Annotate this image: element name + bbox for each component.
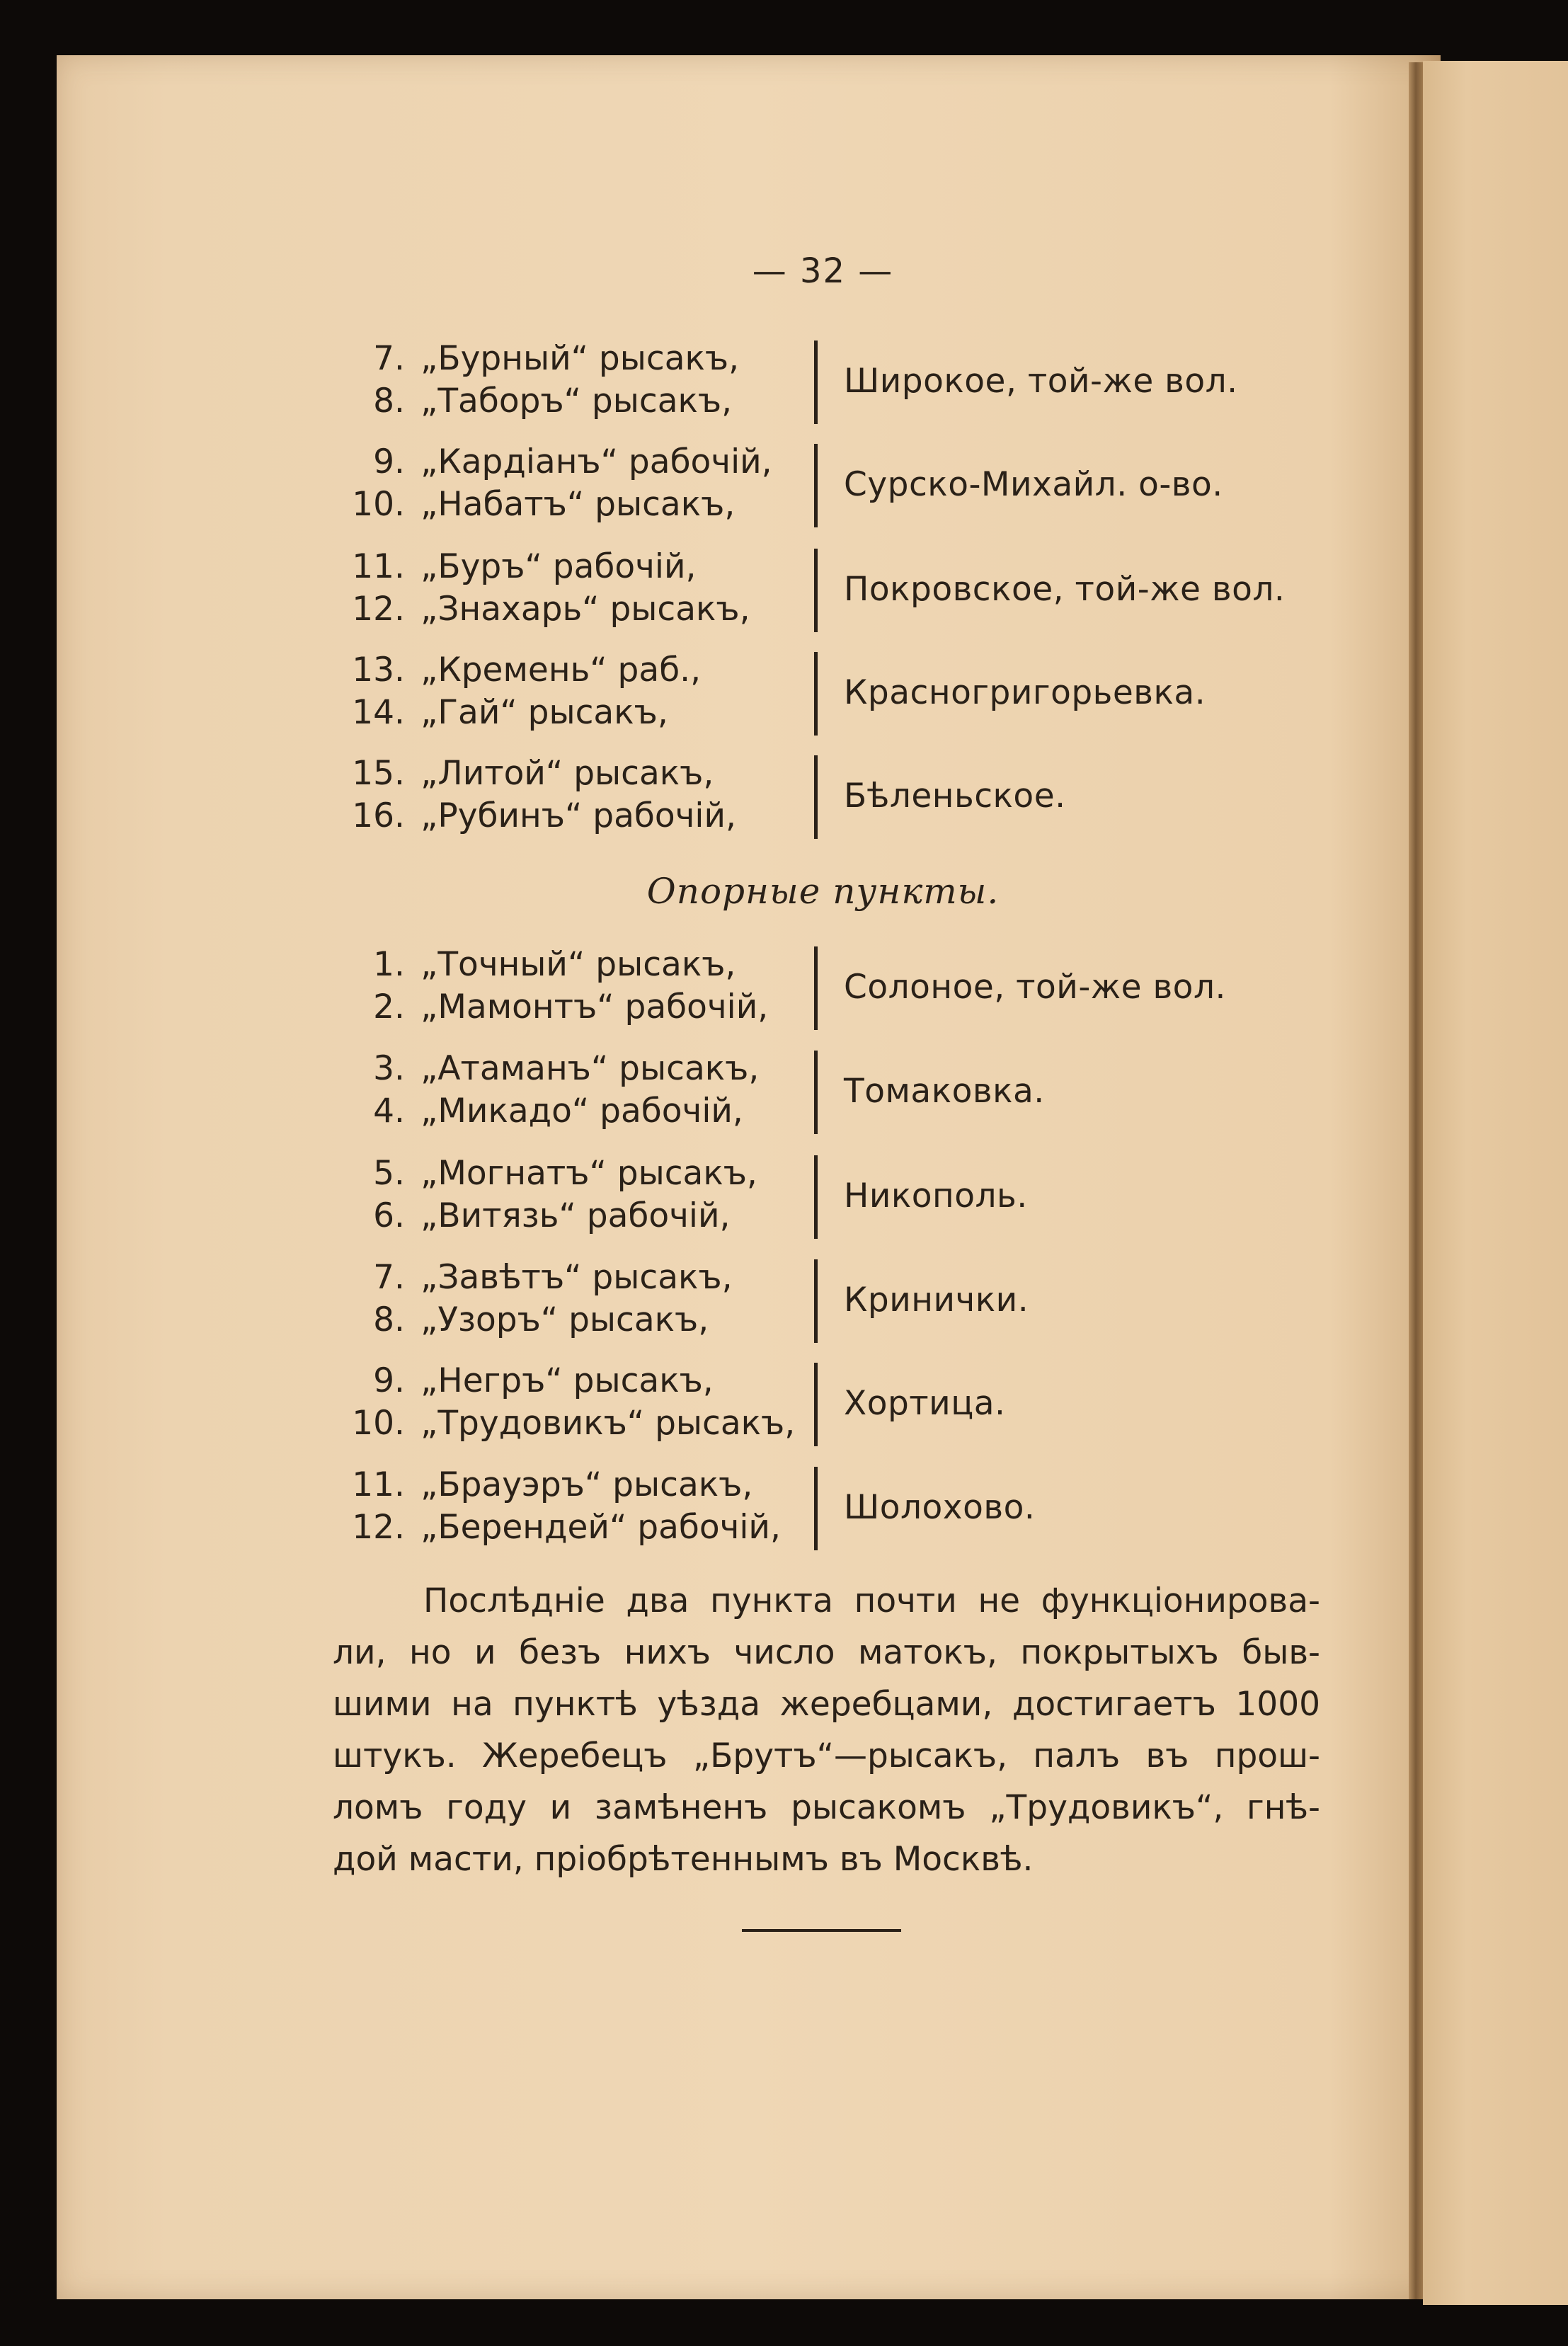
stallion-entry (340, 546, 750, 588)
station-location: Хортица. (844, 1384, 1006, 1423)
brace-divider (814, 549, 818, 632)
stallion-name: „Гай“ рысакъ, (420, 693, 668, 732)
stallion-entry (340, 1048, 759, 1090)
entry-number: 13. (352, 651, 405, 690)
stallion-entry (340, 380, 739, 423)
station-location: Шолохово. (844, 1488, 1036, 1527)
closing-rule (742, 1929, 901, 1932)
paragraph-line: дой масти, пріобрѣтеннымъ въ Москвѣ. (333, 1840, 1034, 1879)
station-location: Бѣленьское. (844, 777, 1066, 816)
stallion-name: „Набатъ“ рысакъ, (420, 485, 736, 524)
body-paragraph (333, 1575, 1320, 1885)
stallion-entry (340, 649, 701, 692)
page-number: — 32 — (752, 251, 894, 291)
stallion-entry (340, 986, 768, 1029)
entry-number: 6. (373, 1196, 405, 1235)
stallion-group (340, 1360, 1387, 1445)
station-location: Солоное, той-же вол. (844, 968, 1226, 1007)
entry-number: 10. (352, 485, 405, 524)
entry-number: 1. (373, 945, 405, 984)
stallion-name: „Негръ“ рысакъ, (420, 1361, 714, 1400)
stallion-entry (340, 338, 739, 380)
brace-divider (814, 652, 818, 736)
stallion-entry (340, 1402, 795, 1445)
brace-divider (814, 1051, 818, 1134)
stallion-group (340, 1464, 1387, 1549)
entry-number: 4. (373, 1092, 405, 1131)
paragraph-line: ли, но и безъ нихъ число матокъ, покрытыхъ быв- (333, 1633, 1320, 1672)
brace-divider (814, 755, 818, 839)
entry-number: 9. (373, 1361, 405, 1400)
stallion-entry (340, 1257, 733, 1299)
stallion-entry (340, 692, 701, 734)
station-location: Широкое, той-же вол. (844, 362, 1238, 401)
stallion-group (340, 338, 1387, 423)
stallion-entry (340, 795, 736, 837)
stallion-name: „Кремень“ раб., (420, 651, 702, 690)
stallion-name: „Узоръ“ рысакъ, (420, 1300, 709, 1339)
stallion-name: „Литой“ рысакъ, (420, 754, 714, 793)
stallion-entry (340, 1090, 759, 1133)
entry-number: 8. (373, 382, 405, 420)
stallion-name: „Таборъ“ рысакъ, (420, 382, 733, 420)
stallion-name: „Трудовикъ“ рысакъ, (420, 1404, 796, 1443)
paragraph-line: Послѣдніе два пункта почти не функціонирова- (423, 1581, 1320, 1620)
adjacent-page-edge (1423, 61, 1568, 2305)
entry-number: 9. (373, 442, 405, 481)
stallion-name: „Знахарь“ рысакъ, (420, 590, 750, 629)
entry-number: 12. (352, 590, 405, 629)
stallion-name: „Завѣтъ“ рысакъ, (420, 1258, 733, 1297)
section-heading: Опорные пункты. (646, 871, 1000, 912)
entry-number: 15. (352, 754, 405, 793)
stallion-entry (340, 441, 772, 483)
stallion-name: „Кардіанъ“ рабочій, (420, 442, 772, 481)
stallion-name: „Брауэръ“ рысакъ, (420, 1465, 753, 1504)
paragraph-line: ломъ году и замѣненъ рысакомъ „Трудовикъ“, гнѣ- (333, 1788, 1320, 1827)
stallion-entry (340, 944, 768, 986)
brace-divider (814, 444, 818, 527)
stallion-entry (340, 483, 772, 526)
stallion-name: „Витязь“ рабочій, (420, 1196, 731, 1235)
stallion-name: „Атаманъ“ рысакъ, (420, 1049, 760, 1088)
stallion-group (340, 649, 1387, 734)
stallion-group (340, 1257, 1387, 1341)
brace-divider (814, 1155, 818, 1239)
stallion-group (340, 1048, 1387, 1133)
stallion-name: „Рубинъ“ рабочій, (420, 796, 736, 835)
entry-number: 14. (352, 693, 405, 732)
stallion-name: „Точный“ рысакъ, (420, 945, 736, 984)
entry-number: 12. (352, 1508, 405, 1547)
station-location: Томаковка. (844, 1072, 1045, 1111)
stallion-name: „Микадо“ рабочій, (420, 1092, 743, 1131)
stallion-entry (340, 753, 736, 795)
paragraph-line: штукъ. Жеребецъ „Брутъ“—рысакъ, палъ въ прош- (333, 1736, 1320, 1775)
entry-number: 2. (373, 988, 405, 1026)
entry-number: 16. (352, 796, 405, 835)
station-location: Покровское, той-же вол. (844, 570, 1286, 609)
stallion-group (340, 1152, 1387, 1237)
station-location: Красногригорьевка. (844, 673, 1206, 712)
stallion-name: „Мамонтъ“ рабочій, (420, 988, 769, 1026)
stallion-group (340, 546, 1387, 631)
brace-divider (814, 1467, 818, 1550)
entry-number: 11. (352, 1465, 405, 1504)
entry-number: 3. (373, 1049, 405, 1088)
entry-number: 7. (373, 339, 405, 378)
entry-number: 7. (373, 1258, 405, 1297)
stallion-group (340, 441, 1387, 526)
entry-number: 8. (373, 1300, 405, 1339)
stallion-name: „Могнатъ“ рысакъ, (420, 1154, 757, 1193)
stallion-entry (340, 1360, 795, 1402)
stallion-group (340, 753, 1387, 837)
stallion-entry (340, 1299, 733, 1341)
paragraph-line: шими на пунктѣ уѣзда жеребцами, достигаетъ 1000 (333, 1685, 1320, 1724)
station-location: Сурско-Михайл. о-во. (844, 465, 1223, 504)
brace-divider (814, 341, 818, 424)
entry-number: 10. (352, 1404, 405, 1443)
book-spine (1409, 62, 1423, 2299)
stallion-entry (340, 588, 750, 631)
station-location: Кринички. (844, 1281, 1029, 1320)
stallion-entry (340, 1152, 757, 1195)
stallion-entry (340, 1506, 781, 1549)
stallion-name: „Буръ“ рабочій, (420, 547, 697, 586)
entry-number: 11. (352, 547, 405, 586)
entry-number: 5. (373, 1154, 405, 1193)
stallion-group (340, 944, 1387, 1029)
brace-divider (814, 946, 818, 1030)
station-location: Никополь. (844, 1177, 1028, 1215)
stallion-name: „Берендей“ рабочій, (420, 1508, 781, 1547)
brace-divider (814, 1363, 818, 1446)
stallion-entry (340, 1195, 757, 1237)
brace-divider (814, 1259, 818, 1343)
stallion-entry (340, 1464, 781, 1506)
stallion-name: „Бурный“ рысакъ, (420, 339, 740, 378)
